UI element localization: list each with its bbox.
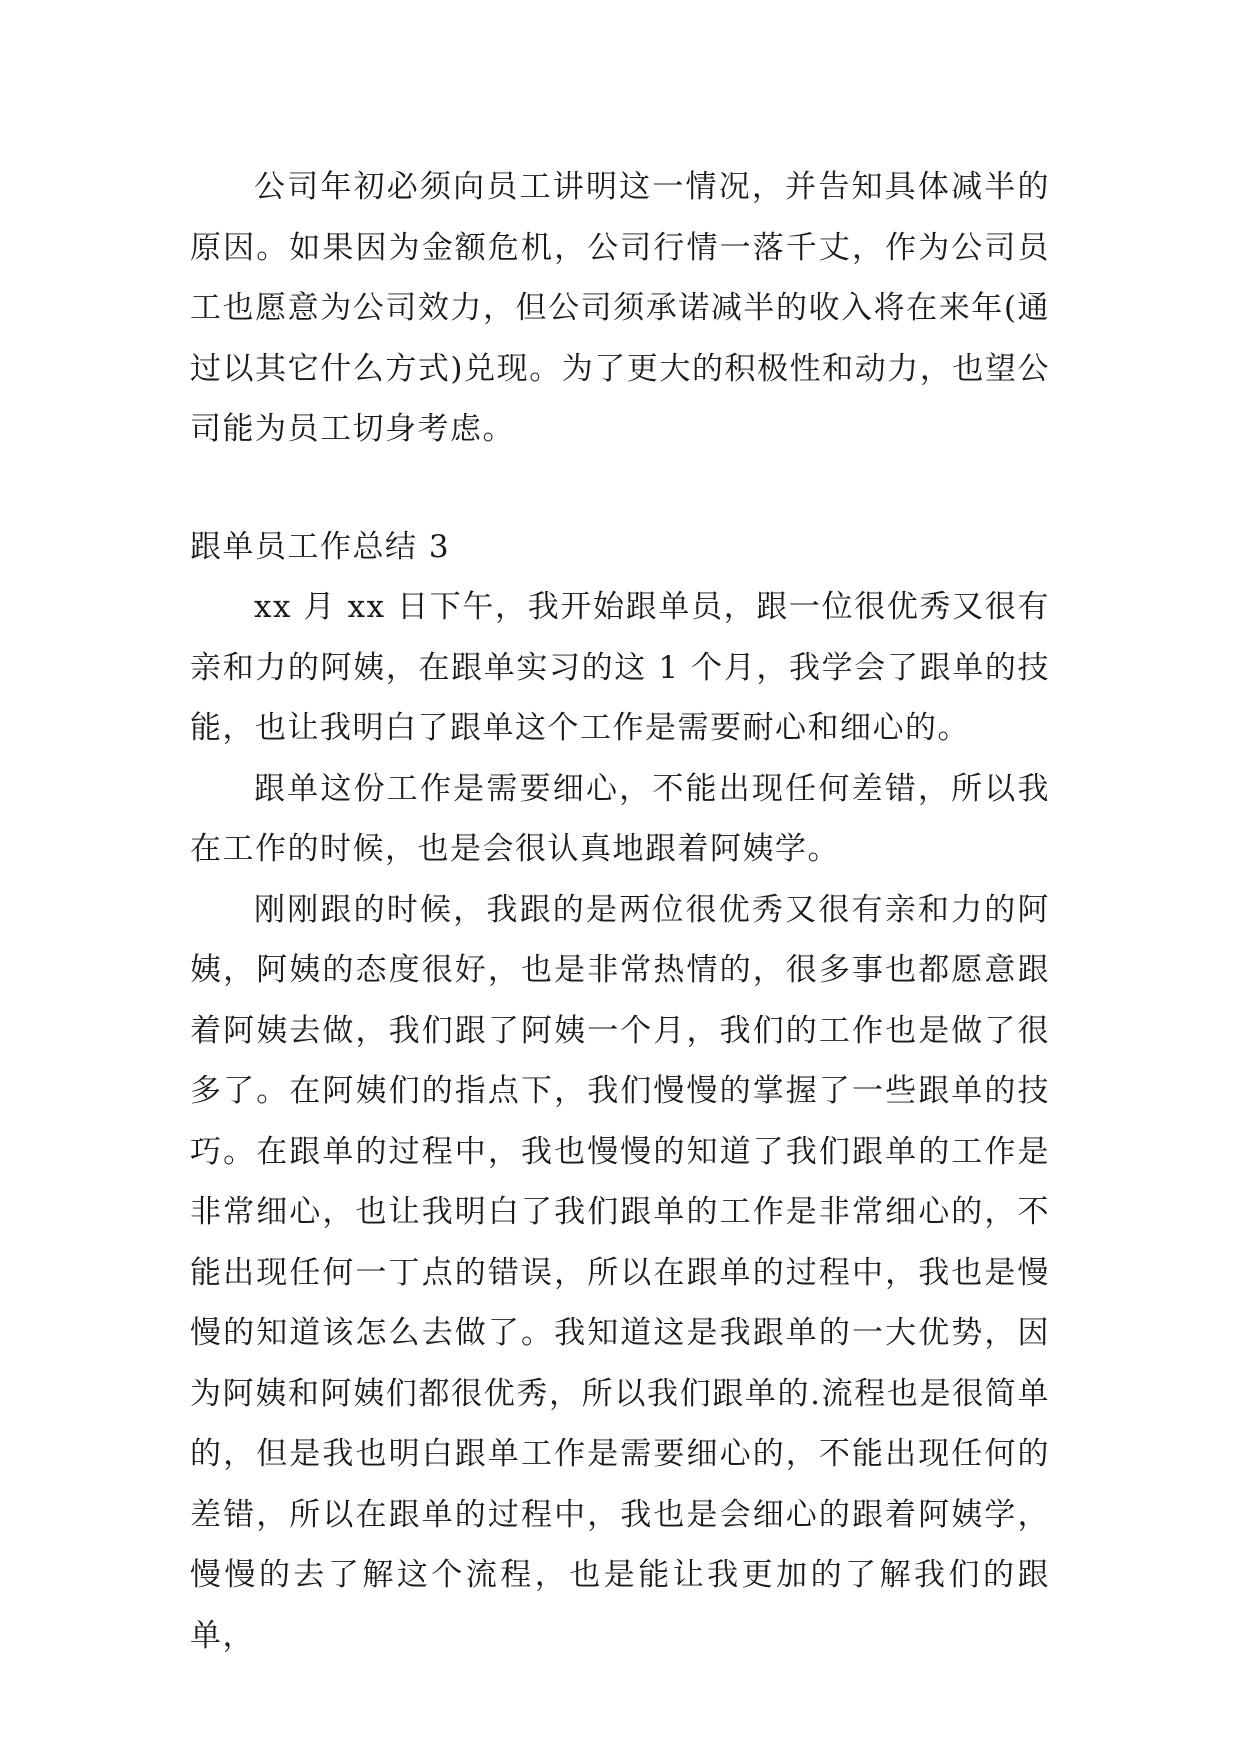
paragraph-3: 刚刚跟的时候，我跟的是两位很优秀又很有亲和力的阿姨，阿姨的态度很好，也是非常热情的，很多事也都愿意跟着阿姨去做，我们跟了阿姨一个月，我们的工作也是做了很多了。在阿姨们的指点下，我们慢慢的掌握了一些跟单的技巧。在跟单的过程中，我也慢慢的知道了我们跟单的工作是非常细心，也让我明白了我们跟单的工作是非常细心的，不能出现任何一丁点的错误，所以在跟单的过程中，我也是慢慢的知道该怎么去做了。我知道这是我跟单的一大优势，因为阿姨和阿姨们都很优秀，所以我们跟单的.流程也是很简单的，但是我也明白跟单工作是需要细心的，不能出现任何的差错，所以在跟单的过程中，我也是会细心的跟着阿姨学，慢慢的去了解这个流程，也是能让我更加的了解我们的跟单， [190, 891, 1050, 1654]
paragraph-2: 跟单这份工作是需要细心，不能出现任何差错，所以我在工作的时候，也是会很认真地跟着阿姨学。 [190, 770, 1050, 867]
intro-paragraph: 公司年初必须向员工讲明这一情况，并告知具体减半的原因。如果因为金额危机，公司行情一落千丈，作为公司员工也愿意为公司效力，但公司须承诺减半的收入将在来年(通过以其它什么方式)兑现。为了更大的积极性和动力，也望公司能为员工切身考虑。 [190, 169, 1050, 447]
paragraph-1: xx 月 xx 日下午，我开始跟单员，跟一位很优秀又很有亲和力的阿姨，在跟单实习的这 1 个月，我学会了跟单的技能，也让我明白了跟单这个工作是需要耐心和细心的。 [190, 589, 1050, 746]
section-title: 跟单员工作总结 3 [190, 528, 451, 565]
document-body [190, 157, 1050, 1666]
